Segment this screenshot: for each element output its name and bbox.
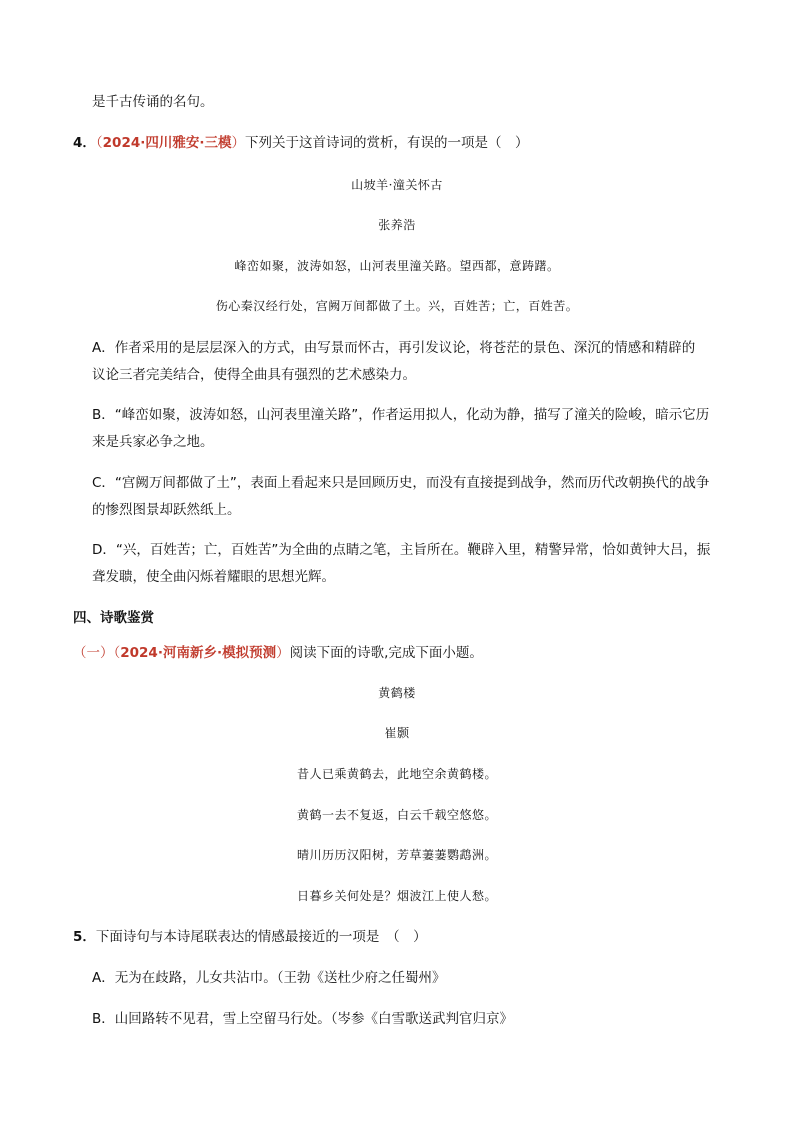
poem-author: 张养浩 [378, 218, 416, 232]
intro-tail: 是千古传诵的名句。 [92, 94, 214, 110]
option-b-line1: B．“峰峦如聚，波涛如怒，山河表里潼关路”，作者运用拟人，化动为静，描写了潼关的险峻，暗示它历 [92, 407, 710, 423]
option-c-line1: C．“宫阙万间都做了土”，表面上看起来只是回顾历史，而没有直接提到战争，然而历代改朝换代的战争 [92, 475, 710, 491]
question-5-stem [73, 927, 427, 947]
part-close: ） [276, 645, 290, 661]
option-a-line1: A．作者采用的是层层深入的方式，由写景而怀古，再引发议论，将苍茫的景色、深沉的情感和精辟的 [92, 340, 696, 356]
question-4-stem [73, 133, 529, 153]
option-d-line2: 聋发聩，使全曲闪烁着耀眼的思想光辉。 [92, 569, 335, 585]
question-text: 下面诗句与本诗尾联表达的情感最接近的一项是 （ ） [95, 929, 427, 945]
option-d-line1: D．“兴，百姓苦；亡，百姓苦”为全曲的点睛之笔，主旨所在。鞭辟入里，精警异常，恰如黄钟大吕，振 [92, 542, 711, 558]
question-number: 4． [73, 135, 96, 151]
poem-title: 山坡羊·潼关怀古 [351, 178, 443, 192]
option-b-line2: 来是兵家必争之地。 [92, 434, 214, 450]
poem-author: 崔颢 [384, 726, 410, 740]
part-source: 2024·河南新乡·模拟预测 [120, 645, 277, 661]
question-number: 5． [73, 929, 96, 945]
poem-line: 晴川历历汉阳树，芳草萋萋鹦鹉洲。 [296, 848, 497, 862]
part-heading [73, 643, 483, 663]
source-close: ） [231, 135, 245, 151]
poem-line: 昔人已乘黄鹤去，此地空余黄鹤楼。 [296, 767, 497, 781]
poem-title: 黄鹤楼 [378, 686, 416, 700]
section-title: 四、诗歌鉴赏 [73, 610, 154, 626]
poem-line: 峰峦如聚，波涛如怒，山河表里潼关路。望西都，意踌躇。 [234, 259, 560, 273]
option-c-line2: 的惨烈图景却跃然纸上。 [92, 502, 241, 518]
part-open: （一）（ [73, 645, 121, 661]
option-a-line2: 议论三者完美结合，使得全曲具有强烈的艺术感染力。 [92, 367, 416, 383]
q5-option-b: B．山回路转不见君，雪上空留马行处。（岑参《白雪歌送武判官归京》 [92, 1011, 514, 1027]
q5-option-a: A．无为在歧路，儿女共沾巾。（王勃《送杜少府之任蜀州》 [92, 970, 446, 986]
poem-line: 黄鹤一去不复返，白云千载空悠悠。 [296, 808, 497, 822]
question-source: 2024·四川雅安·三模 [102, 135, 232, 151]
poem-line: 伤心秦汉经行处，宫阙万间都做了土。兴，百姓苦；亡，百姓苦。 [215, 299, 579, 313]
poem-line: 日暮乡关何处是？烟波江上使人愁。 [296, 889, 497, 903]
question-text: 下列关于这首诗词的赏析，有误的一项是（ ） [245, 135, 529, 151]
source-open: （ [95, 135, 103, 151]
part-instruction: 阅读下面的诗歌,完成下面小题。 [289, 645, 483, 661]
